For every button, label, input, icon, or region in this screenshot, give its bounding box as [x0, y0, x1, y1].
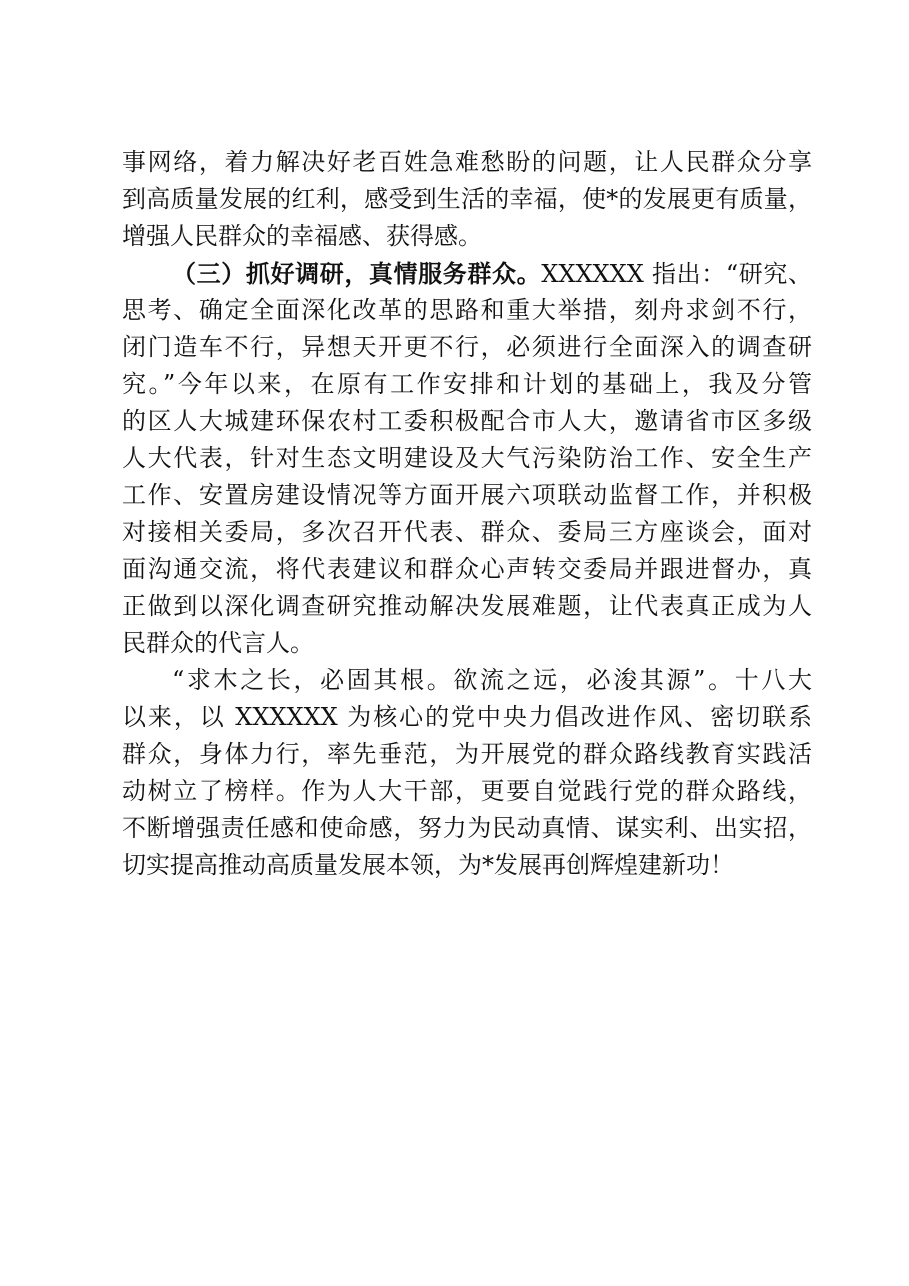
paragraph-3-line-2: 以来，以 XXXXXX 为核心的党中央力倡改进作风、密切联系: [122, 703, 812, 731]
paragraph-1-line-3: 增强人民群众的幸福感、获得感。: [122, 222, 482, 250]
paragraph-2-line-8: 对接相关委局，多次召开代表、群众、委局三方座谈会，面对: [122, 518, 812, 546]
paragraph-3-line-5: 不断增强责任感和使命感，努力为民动真情、谋实利、出实招，: [122, 814, 812, 842]
section-heading: （三）抓好调研，真情服务群众。: [172, 259, 542, 288]
paragraph-2-line-5: 的区人大城建环保农村工委积极配合市人大，邀请省市区多级: [122, 407, 812, 435]
paragraph-2-line-3: 闭门造车不行，异想天开更不行，必须进行全面深入的调查研: [122, 333, 812, 361]
paragraph-3-line-4: 动树立了榜样。作为人大干部，更要自觉践行党的群众路线，: [122, 777, 812, 805]
paragraph-2-line-1: [122, 255, 812, 292]
paragraph-2-line-2: 思考、确定全面深化改革的思路和重大举措，刻舟求剑不行，: [122, 296, 812, 324]
paragraph-1-line-1: 事网络，着力解决好老百姓急难愁盼的问题，让人民群众分享: [122, 148, 812, 176]
paragraph-2-line-4: 究。”今年以来，在原有工作安排和计划的基础上，我及分管: [122, 370, 812, 398]
paragraph-2-line-1-text: XXXXXX 指出：“研究、: [541, 260, 812, 288]
paragraph-3-line-1: “求木之长，必固其根。欲流之远，必浚其源”。十八大: [172, 666, 812, 694]
paragraph-1-line-2: 到高质量发展的红利，感受到生活的幸福，使*的发展更有质量，: [122, 185, 812, 213]
paragraph-2-line-9: 面沟通交流，将代表建议和群众心声转交委局并跟进督办，真: [122, 555, 812, 583]
paragraph-2-line-10: 正做到以深化调查研究推动解决发展难题，让代表真正成为人: [122, 592, 812, 620]
paragraph-3-line-3: 群众，身体力行，率先垂范，为开展党的群众路线教育实践活: [122, 740, 812, 768]
paragraph-2-line-7: 工作、安置房建设情况等方面开展六项联动监督工作，并积极: [122, 481, 812, 509]
paragraph-2-line-6: 人大代表，针对生态文明建设及大气污染防治工作、安全生产: [122, 444, 812, 472]
paragraph-2-line-11: 民群众的代言人。: [122, 629, 314, 657]
paragraph-3-line-6: 切实提高推动高质量发展本领，为*发展再创辉煌建新功！: [122, 851, 734, 879]
document-body: [122, 144, 812, 884]
